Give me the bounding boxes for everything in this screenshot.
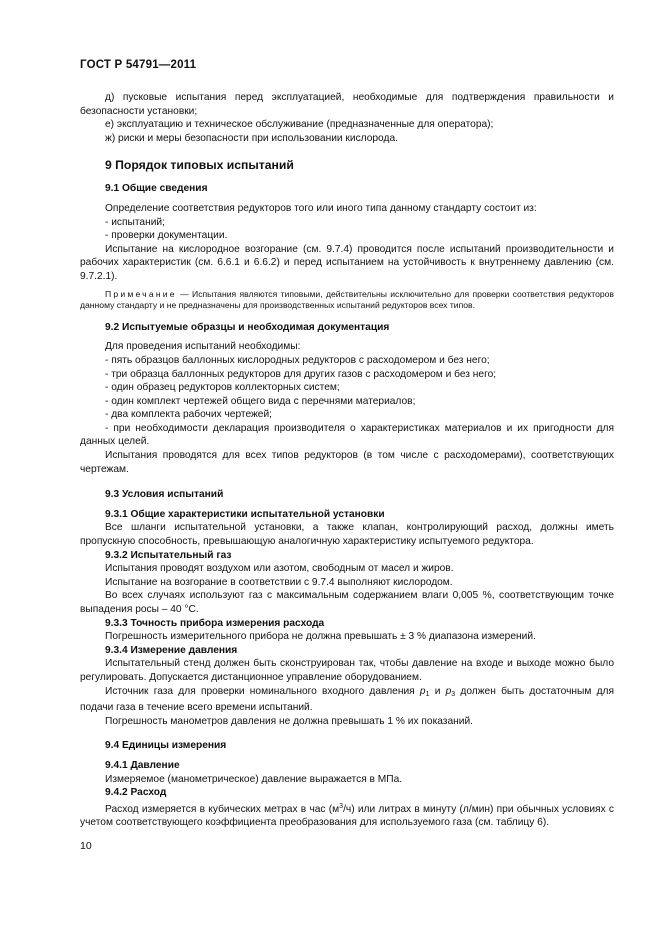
text-run: /ч) или литрах в минуту (л/мин) при обычных условиях с учетом соответствующего коэффициента преобразования для используемого газа (см. таблицу 6).	[80, 803, 614, 829]
s91-paragraph-1: Определение соответствия редукторов того или иного типа данному стандарту состоит из:	[105, 202, 537, 214]
section-9-3-4-title: 9.3.4 Измерение давления	[105, 644, 238, 656]
section-9-3-title: 9.3 Условия испытаний	[105, 489, 224, 501]
s92-list-item: - один комплект чертежей общего вида с перечнями материалов;	[105, 395, 416, 407]
s92-list-item: - три образца баллонных редукторов для других газов с расходомером и без него;	[105, 368, 497, 380]
s932-paragraph-2: Испытание на возгорание в соответствии с 9.7.4 выполняют кислородом.	[105, 576, 453, 588]
superscript: 3	[339, 802, 344, 810]
s941-paragraph-1: Измеряемое (манометрическое) давление выражается в МПа.	[105, 773, 403, 785]
section-9-4-2-title: 9.4.2 Расход	[105, 787, 167, 799]
s932-paragraph-3: Во всех случаях используют газ с максимальным содержанием влаги 0,005 %, соответствующим точке выпадения росы – 40 °С.	[80, 590, 614, 615]
s931-paragraph-1: Все шланги испытательной установки, а также клапан, контролирующий расход, должны иметь пропускную способность, превышающую аналогичную характеристику испытуемого редуктора.	[80, 522, 614, 548]
subscript: 3	[451, 690, 456, 698]
section-9-3-3-title: 9.3.3 Точность прибора измерения расхода	[105, 617, 325, 629]
document-header: ГОСТ Р 54791—2011	[80, 59, 197, 71]
s934-paragraph-1: Испытательный стенд должен быть сконструирован так, чтобы давление на входе и выходе можно было регулировать. Допускается дистанционное управление оборудованием.	[80, 658, 614, 683]
s933-paragraph-1: Погрешность измерительного прибора не должна превышать ± 3 % диапазона измерений.	[105, 631, 536, 643]
var-p: p	[419, 685, 426, 697]
var-p: p	[445, 685, 452, 697]
s934-paragraph-2	[80, 685, 614, 715]
text-run: Источник газа для проверки номинального входного давления	[105, 685, 420, 697]
section-9-2-title: 9.2 Испытуемые образцы и необходимая документация	[105, 321, 390, 333]
section-9-title: 9 Порядок типовых испытаний	[105, 158, 294, 173]
s932-paragraph-1: Испытания проводят воздухом или азотом, свободным от масел и жиров.	[105, 563, 454, 575]
list-item-zh: ж) риски и меры безопасности при использовании кислорода.	[105, 132, 398, 144]
s92-paragraph-2: Испытания проводятся для всех типов редукторов (в том числе с расходомерами), соответствующих чертежам.	[80, 450, 614, 475]
list-item-d: д) пусковые испытания перед эксплуатацией, необходимые для подтверждения правильности и безопасности установки;	[80, 92, 614, 117]
s92-list-item: - один образец редукторов коллекторных систем;	[105, 382, 340, 394]
section-9-3-2-title: 9.3.2 Испытательный газ	[105, 549, 232, 561]
note	[80, 289, 614, 312]
list-item-e: е) эксплуатацию и техническое обслуживание (предназначенные для оператора);	[105, 119, 494, 131]
s934-paragraph-3: Погрешность манометров давления не должна превышать 1 % их показаний.	[105, 715, 473, 727]
s91-list-item: - испытаний;	[105, 216, 165, 228]
subscript: 1	[425, 690, 430, 698]
s92-paragraph-1: Для проведения испытаний необходимы:	[105, 341, 301, 353]
note-label: Примечание	[105, 288, 177, 299]
page-number: 10	[80, 840, 92, 852]
s92-list-item: - пять образцов баллонных кислородных редукторов с расходомером и без него;	[105, 354, 490, 366]
text-run: должен быть достаточным для подачи газа в течение всего времени испытаний.	[80, 685, 614, 714]
s91-list-item: - проверки документации.	[105, 230, 228, 242]
s942-paragraph-1	[80, 800, 614, 830]
note-text: — Испытания являются типовыми, действительны исключительно для проверки соответствия редукторов данному стандарту и не предназначены для производственных испытаний редукторов всех типов.	[80, 288, 614, 311]
s92-list-item: - два комплекта рабочих чертежей;	[105, 409, 272, 421]
section-9-4-title: 9.4 Единицы измерения	[105, 740, 227, 752]
s91-paragraph-2: Испытание на кислородное возгорание (см. 9.7.4) проводится после испытаний производительности и рабочих характеристик (см. 6.6.1 и 6.6.2) и перед испытанием на устойчивость к внутреннему давлению (см. 9.7.2.1).	[80, 243, 614, 282]
section-9-1-title: 9.1 Общие сведения	[105, 183, 208, 195]
section-9-4-1-title: 9.4.1 Давление	[105, 759, 180, 771]
section-9-3-1-title: 9.3.1 Общие характеристики испытательной установки	[105, 508, 385, 520]
text-run: Расход измеряется в кубических метрах в час (м	[105, 803, 340, 815]
text-run: и	[429, 685, 446, 697]
page-content	[80, 91, 614, 830]
s92-list-item: - при необходимости декларация производителя о характеристиках материалов и их пригодности для данных целей.	[80, 422, 614, 448]
